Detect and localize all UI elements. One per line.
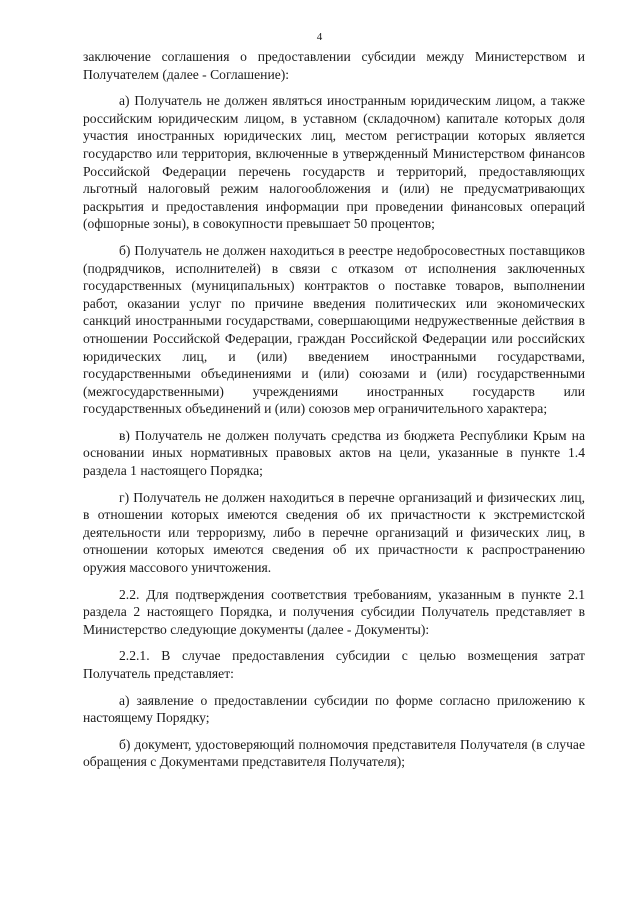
paragraph-2-2-1: 2.2.1. В случае предоставления субсидии с целью возмещения затрат Получатель представляет: (83, 648, 585, 681)
paragraph-g: г) Получатель не должен находиться в перечне организаций и физических лиц, в отношении которых имеются сведения об их причастности к экстремистской деятельности или терроризму, либо в перечне организаций и физических лиц, в отношении которых имеются сведения об их причастности к распространению оружия массового уничтожения. (83, 489, 585, 576)
document-body (83, 48, 585, 780)
paragraph-2-2-1-b: б) документ, удостоверяющий полномочия представителя Получателя (в случае обращения с Документами представителя Получателя); (83, 736, 585, 770)
paragraph-v: в) Получатель не должен получать средства из бюджета Республики Крым на основании иных нормативных правовых актов на цели, указанные в пункте 1.4 раздела 1 настоящего Порядка; (83, 427, 585, 479)
paragraph-a: а) Получатель не должен являться иностранным юридическим лицом, а также российским юридическим лицом, в уставном (складочном) капитале которых доля участия иностранных юридических лиц, местом регистрации которых является государство или территория, включенные в утвержденный Министерством финансов Российской Федерации перечень государств и территорий, предоставляющих льготный налоговый режим налогообложения и (или) не предусматривающих раскрытия и предоставления информации при проведении финансовых операций (офшорные зоны), в совокупности превышает 50 процентов; (83, 93, 585, 232)
paragraph-intro: заключение соглашения о предоставлении субсидии между Министерством и Получателем (далее - Соглашение): (83, 49, 585, 82)
paragraph-2-2: 2.2. Для подтверждения соответствия требованиям, указанным в пункте 2.1 раздела 2 настоящего Порядка, и получения субсидии Получатель представляет в Министерство следующие документы (далее - Документы): (83, 586, 585, 637)
paragraph-b: б) Получатель не должен находиться в реестре недобросовестных поставщиков (подрядчиков, исполнителей) в связи с отказом от исполнения заключенных государственных (муниципальных) контрактов о поставке товаров, выполнении работ, оказании услуг по причине введения политических или экономических санкций иностранными государствами, совершающими недружественные действия в отношении Российской Федерации, граждан Российской Федерации или российских юридических лиц, и (или) введением иностранными государствами, государственными объединениями и (или) союзами и (или) государственными (межгосударственными) учреждениями иностранных государств или государственных объединений и (или) союзов мер ограничительного характера; (83, 242, 585, 417)
page-number: 4 (316, 31, 323, 43)
paragraph-2-2-1-a: а) заявление о предоставлении субсидии по форме согласно приложению к настоящему Порядку; (83, 692, 585, 726)
